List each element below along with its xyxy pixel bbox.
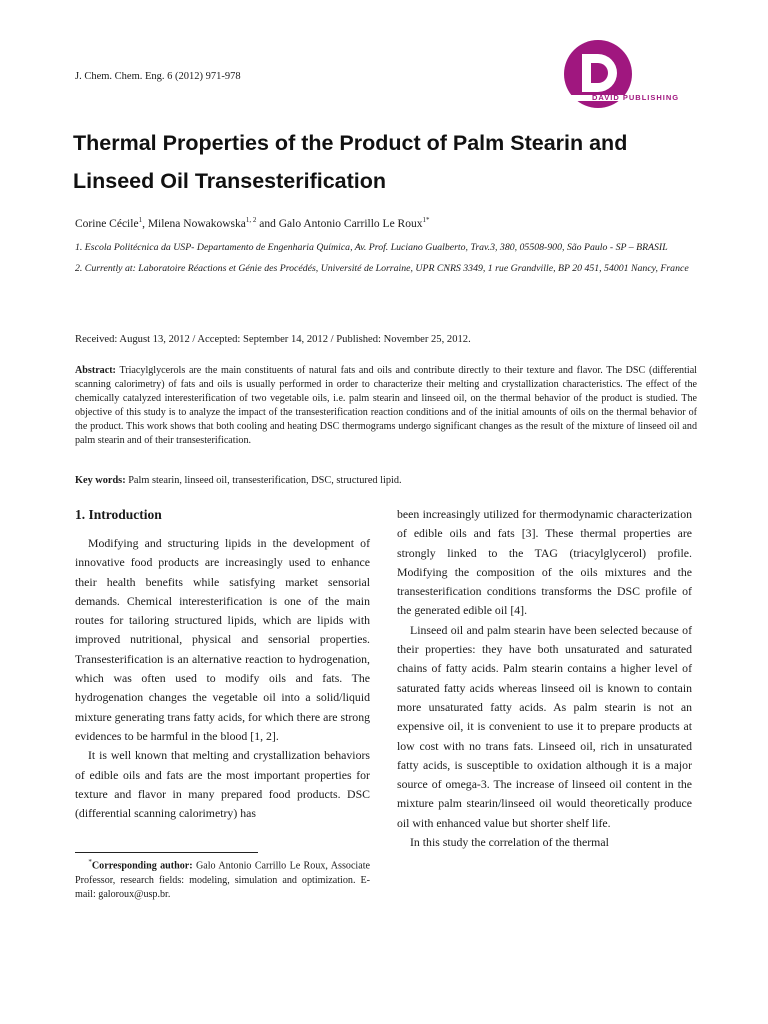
footnote-text: Galo Antonio Carrillo Le Roux, Associate Professor, research fields: modeling, simulation and optimization. E-mail: galoroux@usp.br. xyxy=(75,860,370,900)
journal-citation: J. Chem. Chem. Eng. 6 (2012) 971-978 xyxy=(75,71,241,82)
author-separator: , xyxy=(142,217,148,230)
abstract-label: Abstract: xyxy=(75,365,116,376)
keywords xyxy=(75,475,402,486)
paragraph: Modifying and structuring lipids in the development of innovative food products are increasingly used to enhance their health benefits while satisfying market sensorial demands. Chemical interesterification is one of the main routes for tailoring structured lipids, which are lipids with improved nutritional, physical and sensorial properties. Transesterification is an alternative reaction to hydrogenation, which was often used to modify oils and fats. The hydrogenation changes the vegetable oil into a solid/liquid mixture generating trans fatty acids, for which there are strong evidences to be harmful in the blood [1, 2]. xyxy=(75,536,370,743)
publication-dates: Received: August 13, 2012 / Accepted: September 14, 2012 / Published: November 25, 2012. xyxy=(75,334,471,345)
footnote xyxy=(75,855,370,902)
left-column xyxy=(75,505,370,823)
author-affil-mark: 1* xyxy=(422,216,430,224)
keywords-text: Palm stearin, linseed oil, transesterification, DSC, structured lipid. xyxy=(125,475,402,486)
abstract-text: Triacylglycerols are the main constituents of natural fats and oils and contribute directly to their texture and flavor. The DSC (differential scanning calorimetry) of fats and oils is usually performed in order to characterize their melting and crystallization characteristics. The effect of the chemically catalyzed interesterification of two vegetable oils, i.e. palm stearin and linseed oil, on the thermal behavior of the product is studied. The objective of this study is to analyze the impact of the transesterification reaction conditions and of the initial amounts of oils on the thermal behavior of the product. This work shows that both cooling and heating DSC thermograms undergo significant changes as the result of the mixture of linseed oil and palm stearin and of their transesterification. xyxy=(75,365,697,447)
abstract xyxy=(75,364,697,449)
affiliation: 2. Currently at: Laboratoire Réactions et Génie des Procédés, Université de Lorraine, UPR CNRS 3349, 1 rue Grandville, BP 20 451, 54001 Nancy, France xyxy=(75,263,689,274)
publisher-logo xyxy=(560,36,710,111)
author-separator: and xyxy=(256,217,279,230)
affiliations xyxy=(75,237,700,279)
paragraph: It is well known that melting and crystallization behaviors of edible oils and fats are the most important properties for texture and flavor in many prepared food products. DSC (differential scanning calorimetry) has xyxy=(75,748,370,821)
author-list xyxy=(75,216,429,230)
author-affil-mark: 1, 2 xyxy=(245,216,257,224)
paper-title: Thermal Properties of the Product of Palm Stearin and Linseed Oil Transesterification xyxy=(73,131,628,193)
author-name: Milena Nowakowska xyxy=(147,217,246,230)
author-affil-mark: 1 xyxy=(138,216,143,224)
footnote-mark: * xyxy=(88,858,92,866)
section-heading: 1. Introduction xyxy=(75,507,162,522)
affiliation: 1. Escola Politécnica da USP- Departamento de Engenharia Química, Av. Prof. Luciano Gualberto, Trav.3, 380, 05508-900, São Paulo - SP – BRASIL xyxy=(75,242,668,253)
paragraph: Linseed oil and palm stearin have been selected because of their properties: they have both unsaturated and saturated chains of fatty acids. Palm stearin contains a higher level of saturated fatty acids whereas linseed oil is known to contain more unsaturated fatty acids. As palm stearin is not an expensive oil, it is convenient to use it to prepare products at low cost with no trans fats. Linseed oil, rich in unsaturated fatty acids, is susceptible to oxidation although it is a major source of omega-3. The increase of linseed oil content in the mixture palm stearin/linseed oil would theoretically produce oil with enhanced value but shorter shelf life. xyxy=(397,622,692,830)
footnote-label: Corresponding author: xyxy=(91,860,193,872)
footnote-divider xyxy=(75,852,258,853)
right-column xyxy=(397,505,692,852)
publisher-logo-text: DAVID PUBLISHING xyxy=(592,93,680,102)
keywords-label: Key words: xyxy=(75,475,126,486)
paragraph: been increasingly utilized for thermodynamic characterization of edible oils and fats [3]. These thermal properties are strongly linked to the TAG (triacylglycerol) profile. Modifying the composition of the oils mixtures and the transesterification conditions transforms the DSC profile of the generated edible oil [4]. xyxy=(397,507,692,618)
author-name: Corine Cécile xyxy=(75,217,139,230)
author-name: Galo Antonio Carrillo Le Roux xyxy=(278,217,423,230)
paragraph: In this study the correlation of the thermal xyxy=(410,835,609,850)
